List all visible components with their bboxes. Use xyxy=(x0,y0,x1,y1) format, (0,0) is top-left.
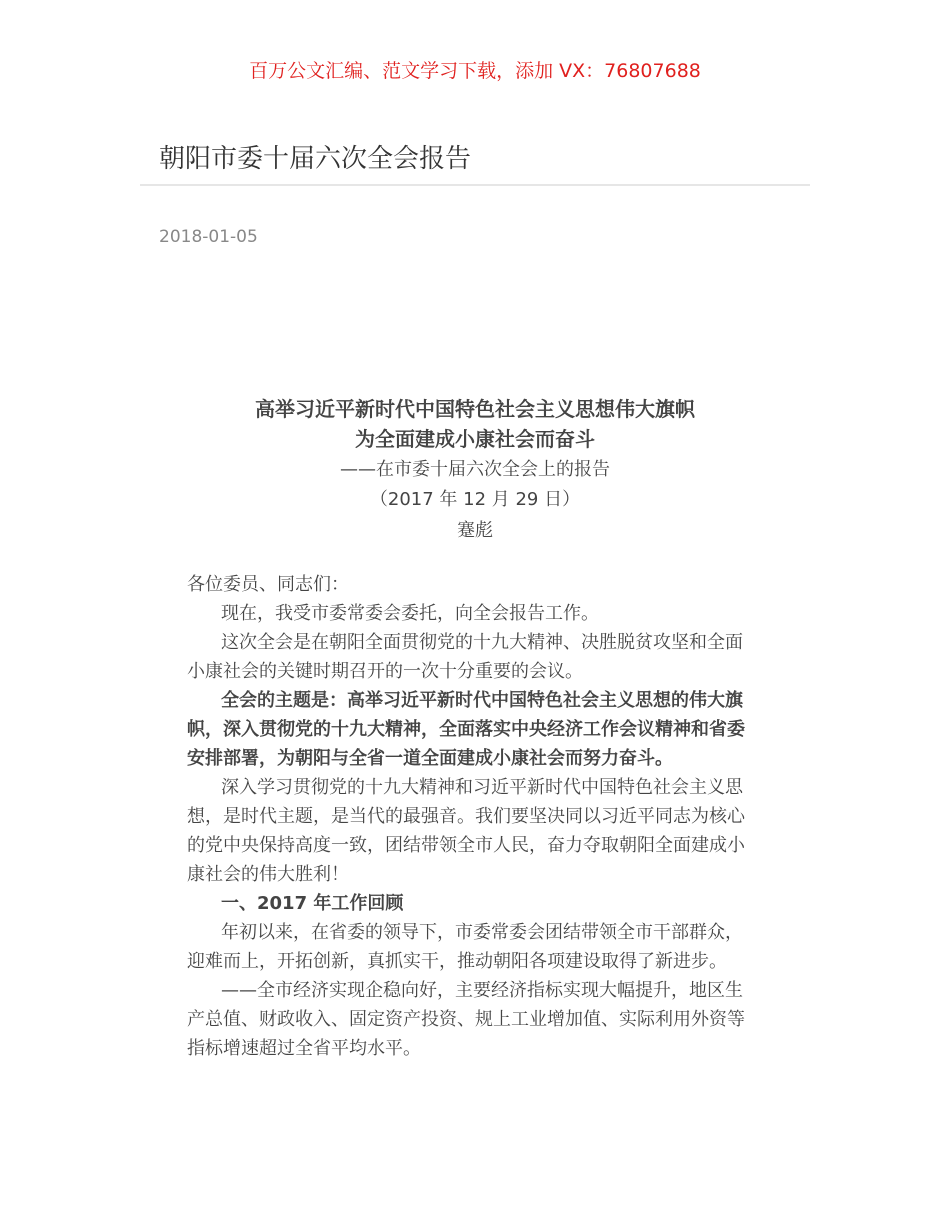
body-line: 这次全会是在朝阳全面贯彻党的十九大精神、决胜脱贫攻坚和全面 xyxy=(221,632,743,653)
body-line: 康社会的伟大胜利！ xyxy=(187,864,349,885)
body-line: 各位委员、同志们： xyxy=(187,574,349,595)
page-title: 朝阳市委十届六次全会报告 xyxy=(159,144,472,174)
author: 蹇彪 xyxy=(457,520,493,541)
body-line: 现在，我受市委常委会委托，向全会报告工作。 xyxy=(221,603,599,624)
body-line: ——全市经济实现企稳向好，主要经济指标实现大幅提升，地区生 xyxy=(221,980,743,1001)
speech-date: （2017 年 12 月 29 日） xyxy=(369,489,581,510)
report-subtitle: ——在市委十届六次全会上的报告 xyxy=(340,459,610,480)
body-line: 小康社会的关键时期召开的一次十分重要的会议。 xyxy=(187,661,583,682)
body-line: 想，是时代主题，是当代的最强音。我们要坚决同以习近平同志为核心 xyxy=(187,806,745,827)
body-line: 指标增速超过全省平均水平。 xyxy=(187,1038,421,1059)
body-line: 全会的主题是：高举习近平新时代中国特色社会主义思想的伟大旗 xyxy=(221,690,743,711)
body-line: 的党中央保持高度一致，团结带领全市人民，奋力夺取朝阳全面建成小 xyxy=(187,835,745,856)
body-line: 产总值、财政收入、固定资产投资、规上工业增加值、实际利用外资等 xyxy=(187,1009,745,1030)
report-heading-line-2: 为全面建成小康社会而奋斗 xyxy=(355,427,595,451)
report-heading-line-1: 高举习近平新时代中国特色社会主义思想伟大旗帜 xyxy=(255,397,695,421)
body-line: 年初以来，在省委的领导下，市委常委会团结带领全市干部群众， xyxy=(221,922,743,943)
body-line: 帜，深入贯彻党的十九大精神，全面落实中央经济工作会议精神和省委 xyxy=(187,719,745,740)
report-body xyxy=(187,570,767,1063)
body-line: 安排部署，为朝阳与全省一道全面建成小康社会而努力奋斗。 xyxy=(187,748,673,769)
publish-date: 2018-01-05 xyxy=(159,227,258,247)
body-line: 迎难而上，开拓创新，真抓实干，推动朝阳各项建设取得了新进步。 xyxy=(187,951,727,972)
body-line: 一、2017 年工作回顾 xyxy=(221,893,404,914)
body-line: 深入学习贯彻党的十九大精神和习近平新时代中国特色社会主义思 xyxy=(221,777,743,798)
divider xyxy=(140,184,810,186)
promo-banner: 百万公文汇编、范文学习下载，添加 VX：76807688 xyxy=(249,60,701,82)
